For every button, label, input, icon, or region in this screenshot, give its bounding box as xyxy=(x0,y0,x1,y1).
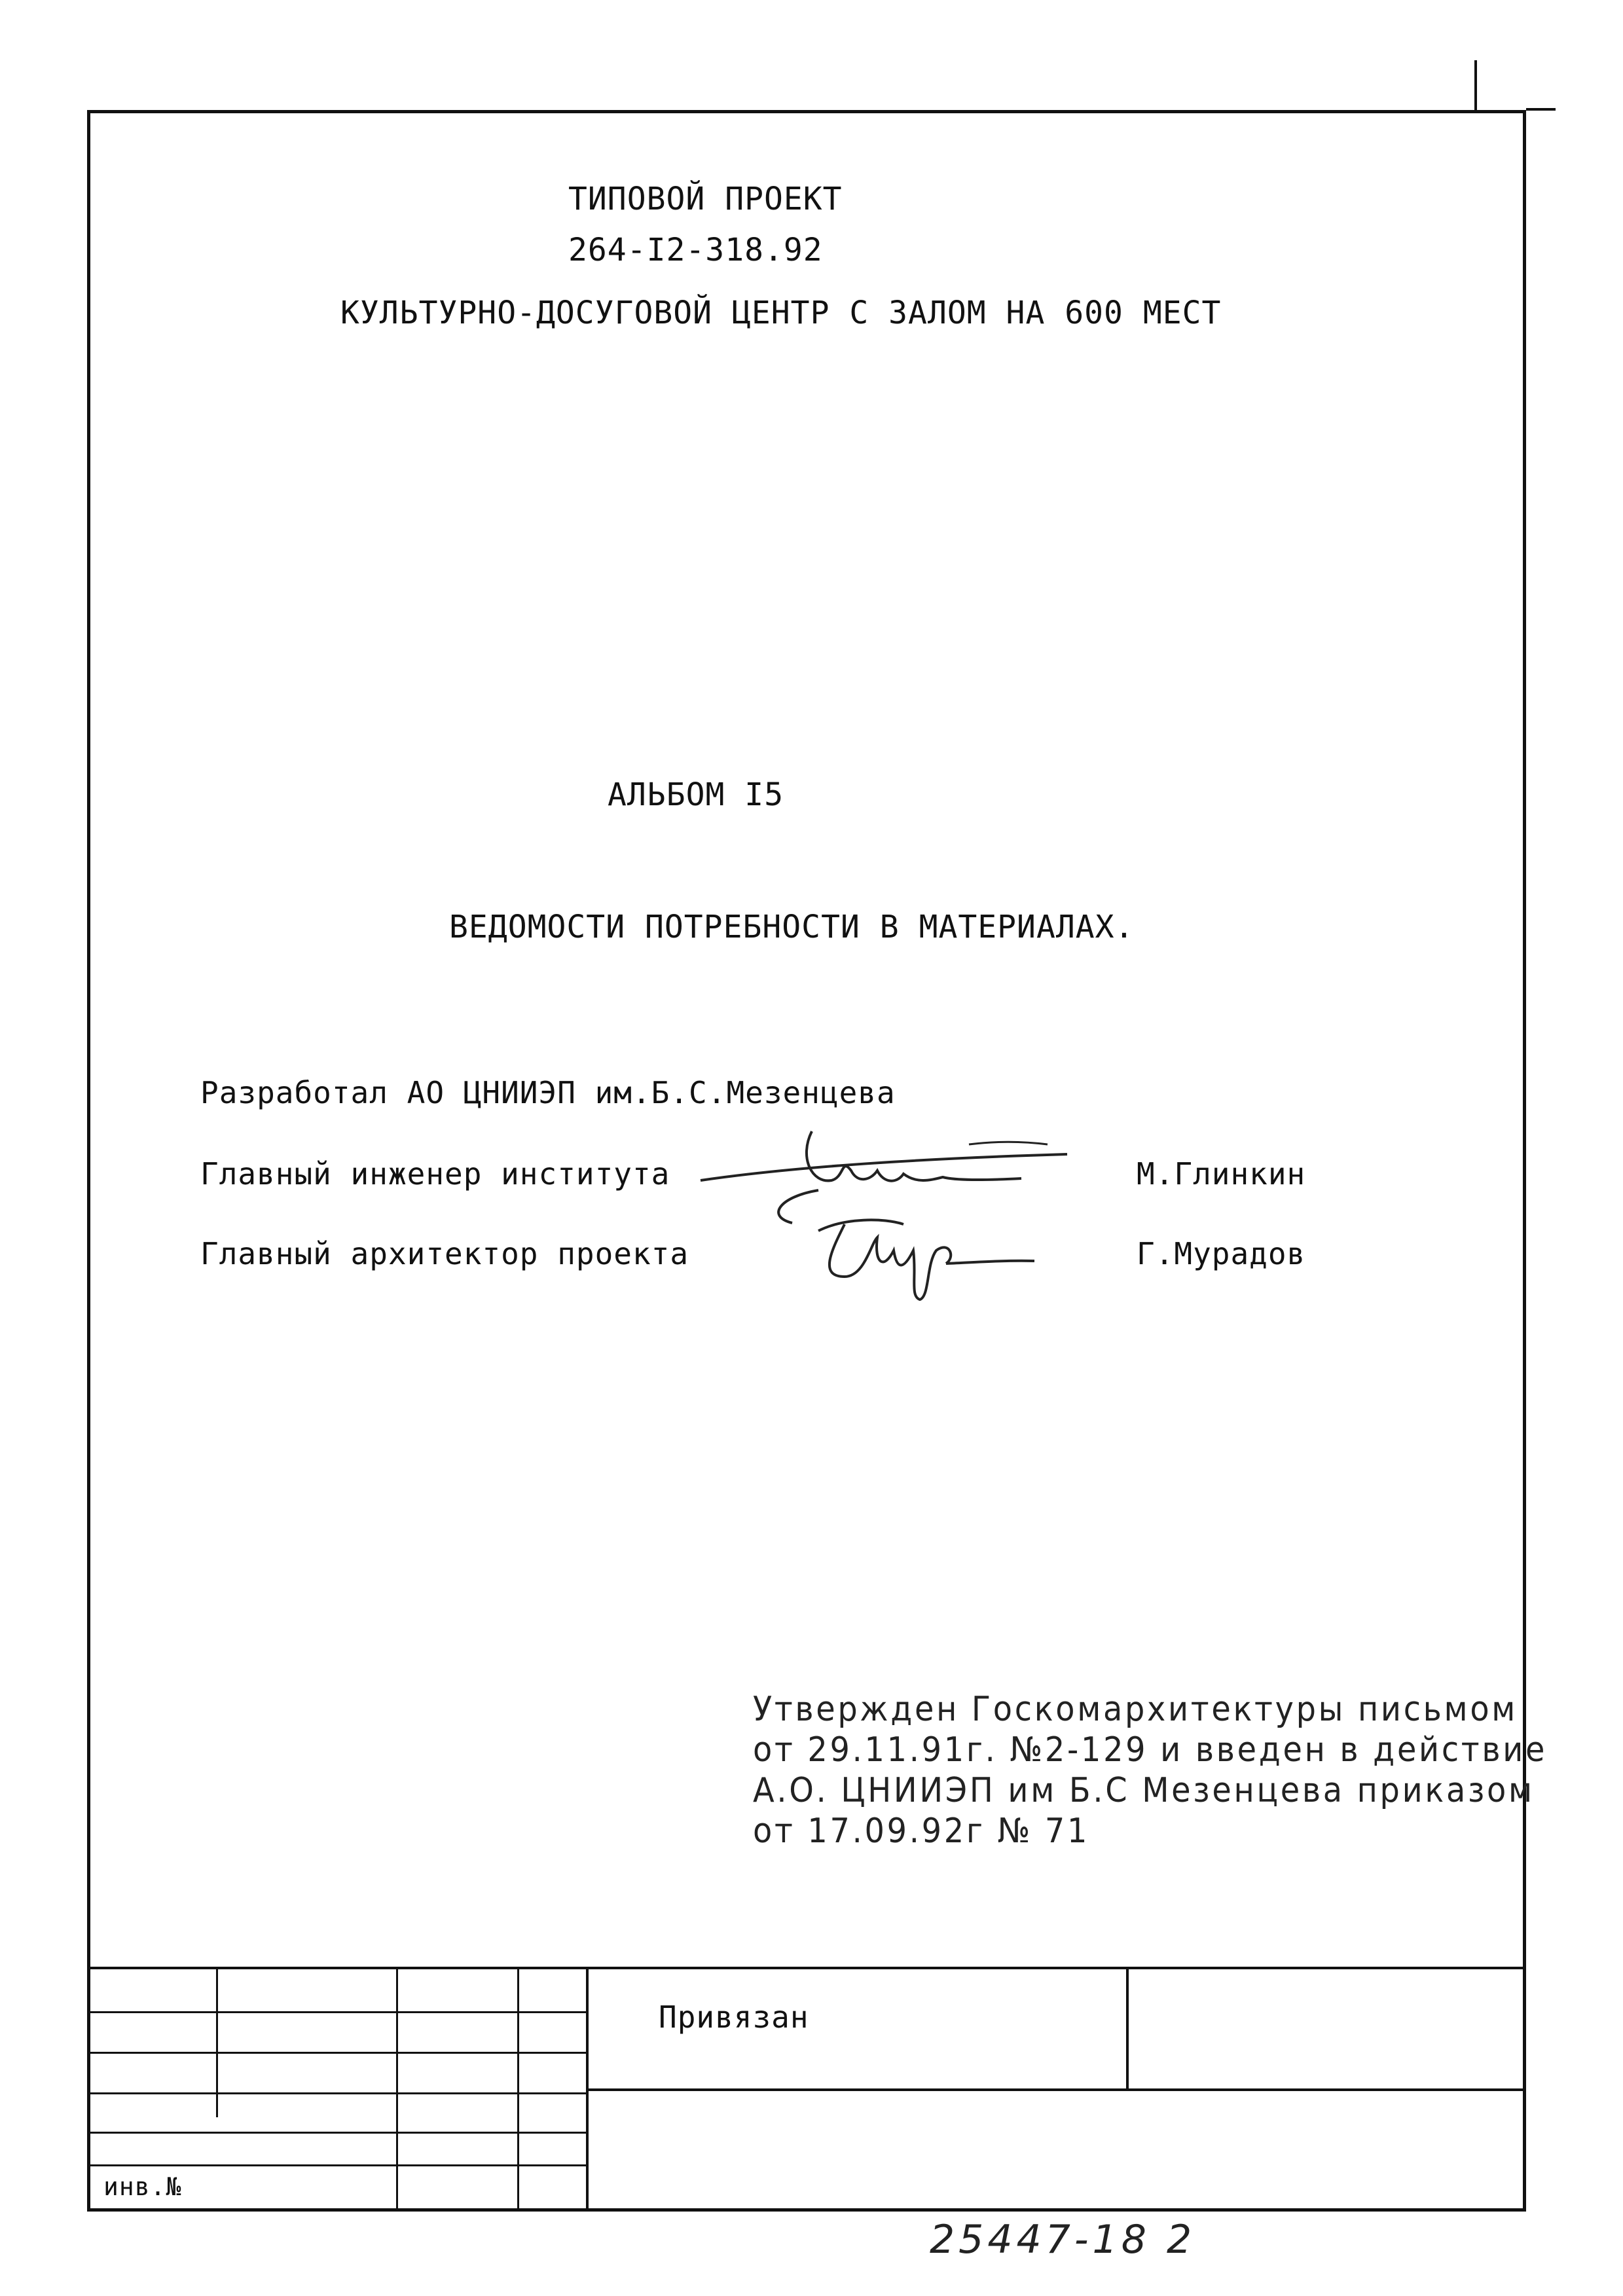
stamp-grid-hline xyxy=(87,2092,587,2094)
stamp-grid-vline xyxy=(396,1967,398,2212)
stamp-grid-hline xyxy=(87,2011,587,2013)
chief-architect-signature xyxy=(805,1205,1041,1303)
project-code: 264-I2-318.92 xyxy=(568,232,823,268)
approval-note xyxy=(753,1689,1547,1851)
document-number: 25447-18 2 xyxy=(930,2217,1196,2263)
approval-line: от 29.11.91г. №2-129 и введен в действие xyxy=(753,1730,1548,1770)
album-subtitle: ВЕДОМОСТИ ПОТРЕБНОСТИ В МАТЕРИАЛАХ. xyxy=(449,909,1135,945)
album-title: АЛЬБОМ I5 xyxy=(608,776,784,813)
frame-tick-top xyxy=(1474,60,1477,110)
privyazan-label: Привязан xyxy=(659,1999,809,2035)
stamp-grid-vline xyxy=(216,1967,218,2117)
stamp-grid-hline xyxy=(87,2132,587,2134)
project-type: ТИПОВОЙ ПРОЕКТ xyxy=(568,181,843,217)
frame-tick-right xyxy=(1526,108,1556,111)
approval-line: Утвержден Госкомархитектуры письмом xyxy=(753,1690,1518,1729)
stamp-grid-vline xyxy=(517,1967,519,2212)
chief-engineer-name: М.Глинкин xyxy=(1137,1156,1306,1192)
stamp-grid-hline xyxy=(87,2164,587,2166)
stamp-top-line xyxy=(87,1967,1526,1969)
chief-architect-name: Г.Мурадов xyxy=(1137,1236,1306,1271)
stamp-grid-hline xyxy=(87,2052,587,2054)
chief-architect-label: Главный архитектор проекта xyxy=(200,1236,689,1271)
stamp-divider-main xyxy=(586,1967,589,2212)
approval-line: А.О. ЦНИИЭП им Б.С Мезенцева приказом xyxy=(753,1771,1535,1810)
stamp-divider-right xyxy=(1126,1967,1129,2088)
developer-line: Разработал АО ЦНИИЭП им.Б.С.Мезенцева xyxy=(200,1075,896,1110)
approval-line: от 17.09.92г № 71 xyxy=(753,1812,1090,1851)
chief-engineer-label: Главный инженер института xyxy=(200,1156,670,1192)
stamp-mid-line xyxy=(586,2088,1526,2091)
inventory-number-label: инв.№ xyxy=(103,2172,182,2201)
project-title: КУЛЬТУРНО-ДОСУГОВОЙ ЦЕНТР С ЗАЛОМ НА 600 МЕСТ xyxy=(340,295,1222,331)
